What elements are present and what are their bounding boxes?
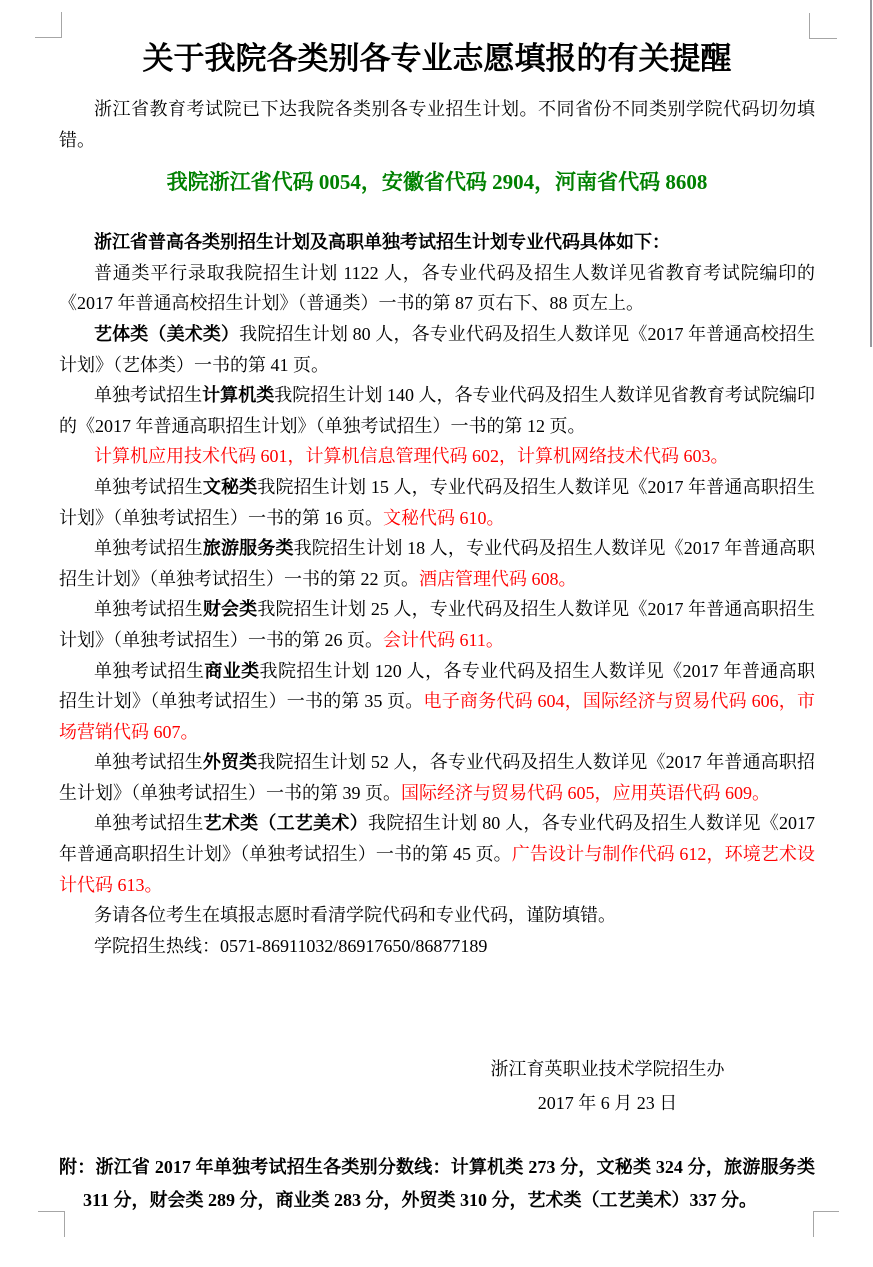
- para-intro: [59, 94, 815, 155]
- signature-name: 浙江育英职业技术学院招生办: [490, 1059, 725, 1080]
- para-caution: [59, 900, 815, 931]
- para-hotline: [59, 931, 815, 962]
- para-yishu: [59, 808, 815, 900]
- crop-mark-top-right: [809, 13, 837, 39]
- para-waimao: [59, 747, 815, 808]
- page-edge-line: [870, 0, 872, 347]
- text-segment-normal: 单独考试招生: [94, 813, 204, 834]
- text-segment-normal: 我院招生计划 15 人，专业代码及招生人数详见《2017 年普通高职招生计划》（单独考试招生）一书的第 16 页。: [59, 476, 816, 528]
- text-segment-normal: 我院招生计划 120 人，各专业代码及招生人数详见《2017 年普通高职招生计划》（单独考试招生）一书的第 35 页。: [59, 660, 816, 712]
- text-segment-normal: 我院招生计划 18 人，专业代码及招生人数详见《2017 年普通高职招生计划》（单独考试招生）一书的第 22 页。: [59, 538, 816, 589]
- signature-date: 2017 年 6 月 23 日: [537, 1093, 678, 1114]
- text-segment-normal: 单独考试招生: [94, 752, 203, 773]
- text-segment-normal: 学院招生热线：0571-86911032/86917650/86877189: [94, 935, 488, 956]
- para-province-codes: [59, 168, 815, 196]
- para-jisuanji: [59, 380, 815, 441]
- crop-mark-bottom-right: [813, 1211, 839, 1237]
- para-shangye: [59, 656, 815, 748]
- document-paragraphs: [59, 94, 815, 961]
- text-segment-normal: 普通类平行录取我院招生计划 1122 人，各专业代码及招生人数详见省教育考试院编印的《2017 年普通高校招生计划》（普通类）一书的第 87 页右下、88 页左上。: [59, 262, 815, 314]
- text-segment-bold: 艺术类（工艺美术）: [203, 813, 368, 834]
- crop-mark-top-left: [35, 12, 62, 38]
- text-segment-red: 文秘代码 610。: [383, 507, 505, 528]
- text-segment-red: 计算机应用技术代码 601，计算机信息管理代码 602，计算机网络技术代码 603。: [94, 446, 729, 467]
- text-segment-red: 广告设计与制作代码 612，环境艺术设计代码 613。: [59, 844, 816, 895]
- text-segment-normal: 我院招生计划 140 人，各专业代码及招生人数详见省教育考试院编印的《2017 年普通高职招生计划》（单独考试招生）一书的第 12 页。: [59, 385, 816, 436]
- text-segment-red: 国际经济与贸易代码 605，应用英语代码 609。: [401, 782, 770, 803]
- text-segment-bold: 商业类: [204, 660, 260, 681]
- para-wenmi: [59, 472, 815, 533]
- text-segment-bold: 浙江省普高各类别招生计划及高职单独考试招生计划专业代码具体如下：: [94, 232, 670, 253]
- text-segment-bold: 财会类: [202, 599, 258, 620]
- text-segment-normal: 我院招生计划 80 人，各专业代码及招生人数详见《2017 年普通高校招生计划》（艺体类）一书的第 41 页。: [59, 323, 816, 375]
- text-segment-normal: 务请各位考生在填报志愿时看清学院代码和专业代码，谨防填错。: [94, 905, 616, 926]
- text-segment-red: 酒店管理代码 608。: [419, 568, 577, 589]
- text-segment-normal: 我院招生计划 25 人，专业代码及招生人数详见《2017 年普通高职招生计划》（单独考试招生）一书的第 26 页。: [59, 599, 816, 650]
- para-caikuai: [59, 594, 815, 655]
- text-segment-bold: 外贸类: [202, 752, 258, 773]
- text-segment-normal: 单独考试招生: [94, 476, 203, 497]
- para-yiti: [59, 319, 815, 380]
- text-segment-bold: 艺体类（美术类）: [94, 323, 240, 344]
- text-segment-red: 电子商务代码 604，国际经济与贸易代码 606，市场营销代码 607。: [59, 691, 815, 742]
- para-jisuanji-codes: [59, 441, 815, 472]
- text-segment-normal: 单独考试招生: [94, 599, 203, 620]
- text-segment-normal: 我院招生计划 80 人，各专业代码及招生人数详见《2017 年普通高职招生计划》（单独考试招生）一书的第 45 页。: [59, 813, 816, 865]
- para-lvyou: [59, 533, 815, 594]
- text-segment-bold: 计算机类: [202, 385, 275, 406]
- para-putong: [59, 258, 815, 319]
- appendix-note: 附：浙江省 2017 年单独考试招生各类别分数线：计算机类 273 分，文秘类 324 分，旅游服务类 311 分，财会类 289 分，商业类 283 分，外贸类 310 分，艺术类（工艺美术）337 分。: [59, 1157, 815, 1211]
- text-segment-normal: 单独考试招生: [94, 660, 205, 681]
- signature-block: [400, 1052, 815, 1120]
- text-segment-normal: 我院招生计划 52 人，各专业代码及招生人数详见《2017 年普通高职招生计划》（单独考试招生）一书的第 39 页。: [59, 752, 816, 803]
- text-segment-normal: 单独考试招生: [94, 538, 203, 559]
- text-segment-normal: 单独考试招生: [94, 385, 203, 406]
- text-segment-red: 会计代码 611。: [383, 629, 504, 650]
- document-title: 关于我院各类别各专业志愿填报的有关提醒: [142, 41, 732, 76]
- document-content: [59, 38, 815, 1217]
- text-segment-bold: 旅游服务类: [202, 538, 294, 559]
- para-plan-heading: [59, 227, 815, 258]
- text-segment-bold: 文秘类: [202, 476, 258, 497]
- text-segment-normal: 浙江省教育考试院已下达我院各类别各专业招生计划。不同省份不同类别学院代码切勿填错。: [59, 99, 815, 150]
- text-segment-normal: 我院浙江省代码 0054，安徽省代码 2904，河南省代码 8608: [166, 170, 708, 195]
